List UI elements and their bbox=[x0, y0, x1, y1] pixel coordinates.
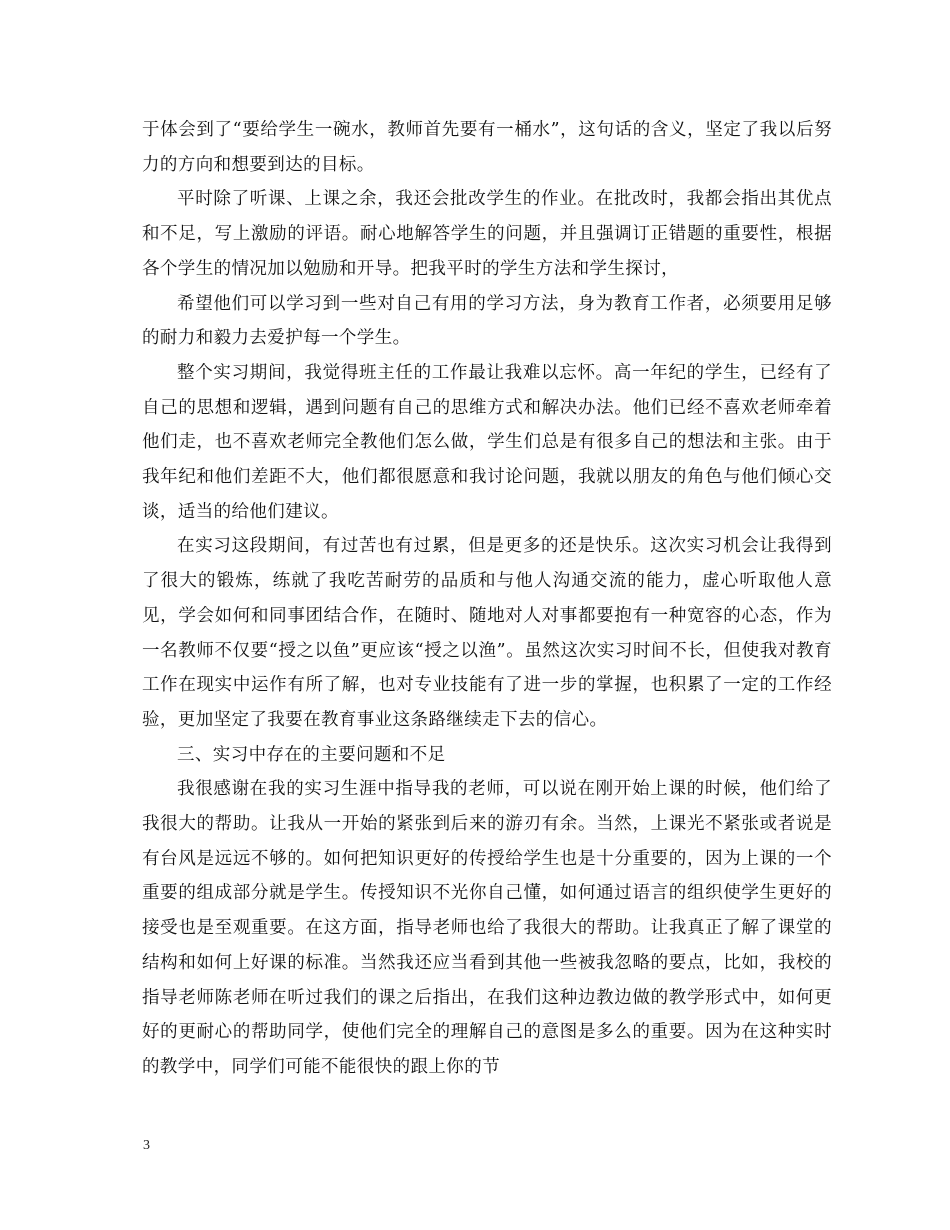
paragraph: 希望他们可以学习到一些对自己有用的学习方法，身为教育工作者，必须要用足够的耐力和毅力去爱护每一个学生。 bbox=[142, 293, 832, 349]
paragraph: 平时除了听课、上课之余，我还会批改学生的作业。在批改时，我都会指出其优点和不足，写上激励的评语。耐心地解答学生的问题，并且强调订正错题的重要性，根据各个学生的情况加以勉励和开导。把我平时的学生方法和学生探讨， bbox=[142, 189, 832, 279]
paragraph: 整个实习期间，我觉得班主任的工作最让我难以忘怀。高一年纪的学生，已经有了自己的思想和逻辑，遇到问题有自己的思维方式和解决办法。他们已经不喜欢老师牵着他们走，也不喜欢老师完全教他们怎么做，学生们总是有很多自己的想法和主张。由于我年纪和他们差距不大，他们都很愿意和我讨论问题，我就以朋友的角色与他们倾心交谈，适当的给他们建议。 bbox=[142, 362, 832, 522]
paragraph-continuation: 于体会到了“要给学生一碗水，教师首先要有一桶水”，这句话的含义，坚定了我以后努力的方向和想要到达的目标。 bbox=[142, 120, 832, 175]
paragraph: 我很感谢在我的实习生涯中指导我的老师，可以说在刚开始上课的时候，他们给了我很大的帮助。让我从一开始的紧张到后来的游刃有余。当然，上课光不紧张或者说是有台风是远远不够的。如何把知识更好的传授给学生也是十分重要的，因为上课的一个重要的组成部分就是学生。传授知识不光你自己懂，如何通过语言的组织使学生更好的接受也是至观重要。在这方面，指导老师也给了我很大的帮助。让我真正了解了课堂的结构和如何上好课的标准。当然我还应当看到其他一些被我忽略的要点，比如，我校的指导老师陈老师在听过我们的课之后指出，在我们这种边教边做的教学形式中，如何更好的更耐心的帮助同学，使他们完全的理解自己的意图是多么的重要。因为在这种实时的教学中，同学们可能不能很快的跟上你的节 bbox=[142, 779, 832, 1077]
page-number: 3 bbox=[143, 1138, 150, 1153]
section-heading: 三、实习中存在的主要问题和不足 bbox=[177, 744, 446, 765]
paragraph: 在实习这段期间，有过苦也有过累，但是更多的还是快乐。这次实习机会让我得到了很大的锻炼，练就了我吃苦耐劳的品质和与他人沟通交流的能力，虚心听取他人意见，学会如何和同事团结合作，在随时、随地对人对事都要抱有一种宽容的心态，作为一名教师不仅要“授之以鱼”更应该“授之以渔”。虽然这次实习时间不长，但使我对教育工作在现实中运作有所了解，也对专业技能有了进一步的掌握，也积累了一定的工作经验，更加坚定了我要在教育事业这条路继续走下去的信心。 bbox=[142, 536, 832, 730]
body-text bbox=[142, 113, 832, 1085]
